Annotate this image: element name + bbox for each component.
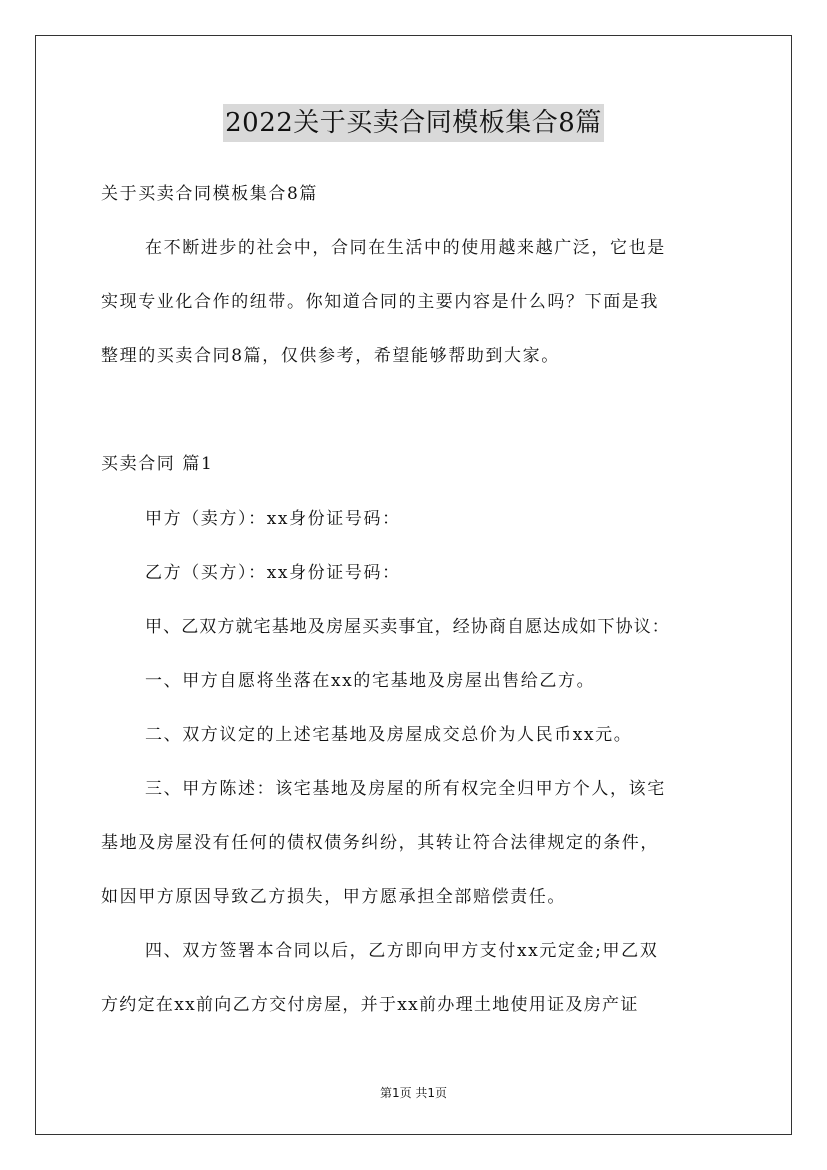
- clause-3-line-2: 基地及房屋没有任何的债权债务纠纷，其转让符合法律规定的条件，: [101, 833, 659, 853]
- section-heading: 买卖合同 篇1: [101, 454, 214, 474]
- clause-4-line-1: 四、双方签署本合同以后，乙方即向甲方支付xx元定金;甲乙双: [145, 941, 659, 961]
- intro-line-1: 在不断进步的社会中，合同在生活中的使用越来越广泛，它也是: [145, 238, 666, 258]
- intro-line-2: 实现专业化合作的纽带。你知道合同的主要内容是什么吗？下面是我: [101, 292, 659, 312]
- clause-3-line-3: 如因甲方原因导致乙方损失，甲方愿承担全部赔偿责任。: [101, 887, 566, 907]
- agreement-intro: 甲、乙双方就宅基地及房屋买卖事宜，经协商自愿达成如下协议：: [145, 617, 670, 637]
- clause-4-line-2: 方约定在xx前向乙方交付房屋，并于xx前办理土地使用证及房产证: [101, 995, 639, 1015]
- page-footer: 第1页 共1页: [379, 1086, 448, 1100]
- party-a-line: 甲方（卖方）：xx身份证号码：: [145, 509, 401, 529]
- clause-2: 二、双方议定的上述宅基地及房屋成交总价为人民币xx元。: [145, 725, 633, 745]
- document-subtitle: 关于买卖合同模板集合8篇: [101, 184, 319, 204]
- clause-1: 一、甲方自愿将坐落在xx的宅基地及房屋出售给乙方。: [145, 671, 596, 691]
- title-wrapper: [0, 104, 827, 142]
- clause-3-line-1: 三、甲方陈述：该宅基地及房屋的所有权完全归甲方个人，该宅: [145, 779, 666, 799]
- document-title: 2022关于买卖合同模板集合8篇: [223, 104, 604, 142]
- intro-line-3: 整理的买卖合同8篇，仅供参考，希望能够帮助到大家。: [101, 346, 560, 366]
- party-b-line: 乙方（买方）：xx身份证号码：: [145, 563, 401, 583]
